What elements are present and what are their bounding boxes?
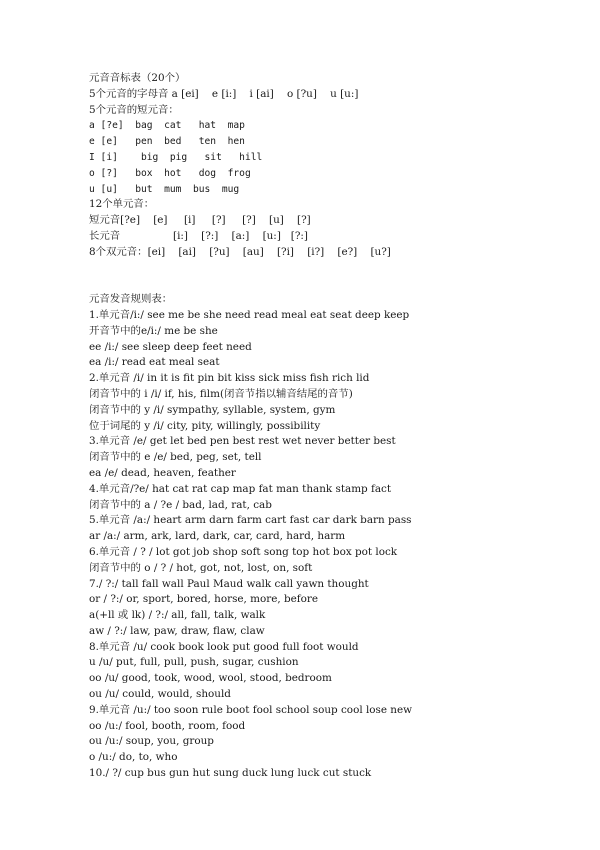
rule-line: ar /a:/ arm, ark, lard, dark, car, card, hard, harm [89,530,346,543]
rule-line: oo /u/ good, took, wood, wool, stood, bedroom [89,672,332,685]
rule-line: 2.单元音 /i/ in it is fit pin bit kiss sick miss fish rich lid [89,372,370,385]
rules-title: 元音发音规则表： [89,293,173,306]
rule-line: 闭音节中的 o / ? / hot, got, not, lost, on, soft [89,561,313,574]
rule-line: 7./ ?:/ tall fall wall Paul Maud walk call yawn thought [89,577,369,590]
rule-line: ou /u:/ soup, you, group [89,735,214,748]
short-vowels-heading: 5个元音的短元音： [89,103,179,116]
long-vowels-line: 长元音 [i:] [?:] [a:] [u:] [?:] [89,229,308,242]
short-vowel-row-a: a [?e] bag cat hat map [89,120,245,132]
short-vowel-row-o: o [?] box hot dog frog [89,167,251,179]
rule-line: 闭音节中的 e /e/ bed, peg, set, tell [89,451,262,464]
rule-line: a(+ll 或 lk) / ?:/ all, fall, talk, walk [89,609,266,622]
short-vowel-row-u: u [u] but mum bus mug [89,183,240,195]
rule-line: 4.单元音/?e/ hat cat rat cap map fat man thank stamp fact [89,482,392,495]
rule-line: 闭音节中的 a / ?e / bad, lad, rat, cab [89,498,272,511]
rule-line: 开音节中的e/i:/ me be she [89,324,218,337]
short-vowels-line: 短元音[?e] [e] [i] [?] [?] [u] [?] [89,214,311,227]
rule-line: 闭音节中的 y /i/ sympathy, syllable, system, gym [89,403,336,416]
rule-line: o /u:/ do, to, who [89,751,178,764]
monophthong-heading: 12个单元音： [89,198,155,211]
rule-line: oo /u:/ fool, booth, room, food [89,719,246,732]
rule-line: 闭音节中的 i /i/ if, his, film(闭音节指以辅音结尾的音节) [89,387,353,400]
diphthongs-line: 8个双元音：[ei] [ai] [?u] [au] [?i] [i?] [e?] [u?] [89,245,391,258]
document-page [89,71,589,782]
vowel-letters-line: 5个元音的字母音 a [ei] e [i:] i [ai] o [?u] u [u:] [89,87,359,100]
rule-line: u /u/ put, full, pull, push, sugar, cushion [89,656,299,669]
section-gap [89,261,589,293]
vowel-table-title: 元音音标表（20个） [89,72,186,84]
rule-line: ea /e/ dead, heaven, feather [89,466,236,479]
rule-line: 5.单元音 /a:/ heart arm darn farm cart fast car dark barn pass [89,514,412,527]
rule-line: 3.单元音 /e/ get let bed pen best rest wet never better best [89,435,396,448]
rule-line: 8.单元音 /u/ cook book look put good full foot would [89,640,359,653]
rule-line: ou /u/ could, would, should [89,688,231,701]
rule-line: 1.单元音/i:/ see me be she need read meal eat seat deep keep [89,308,410,321]
rule-line: ea /i:/ read eat meal seat [89,356,220,369]
rule-line: or / ?:/ or, sport, bored, horse, more, before [89,593,319,606]
short-vowel-row-e: e [e] pen bed ten hen [89,136,245,148]
rule-line: 位于词尾的 y /i/ city, pity, willingly, possibility [89,419,321,432]
short-vowel-row-i: I [i] big pig sit hill [89,151,263,163]
rule-line: 10./ ?/ cup bus gun hut sung duck lung luck cut stuck [89,767,372,780]
rule-line: 6.单元音 / ? / lot got job shop soft song top hot box pot lock [89,545,398,558]
rule-line: 9.单元音 /u:/ too soon rule boot fool school soup cool lose new [89,703,413,716]
rule-line: aw / ?:/ law, paw, draw, flaw, claw [89,624,265,637]
rule-line: ee /i:/ see sleep deep feet need [89,340,252,353]
